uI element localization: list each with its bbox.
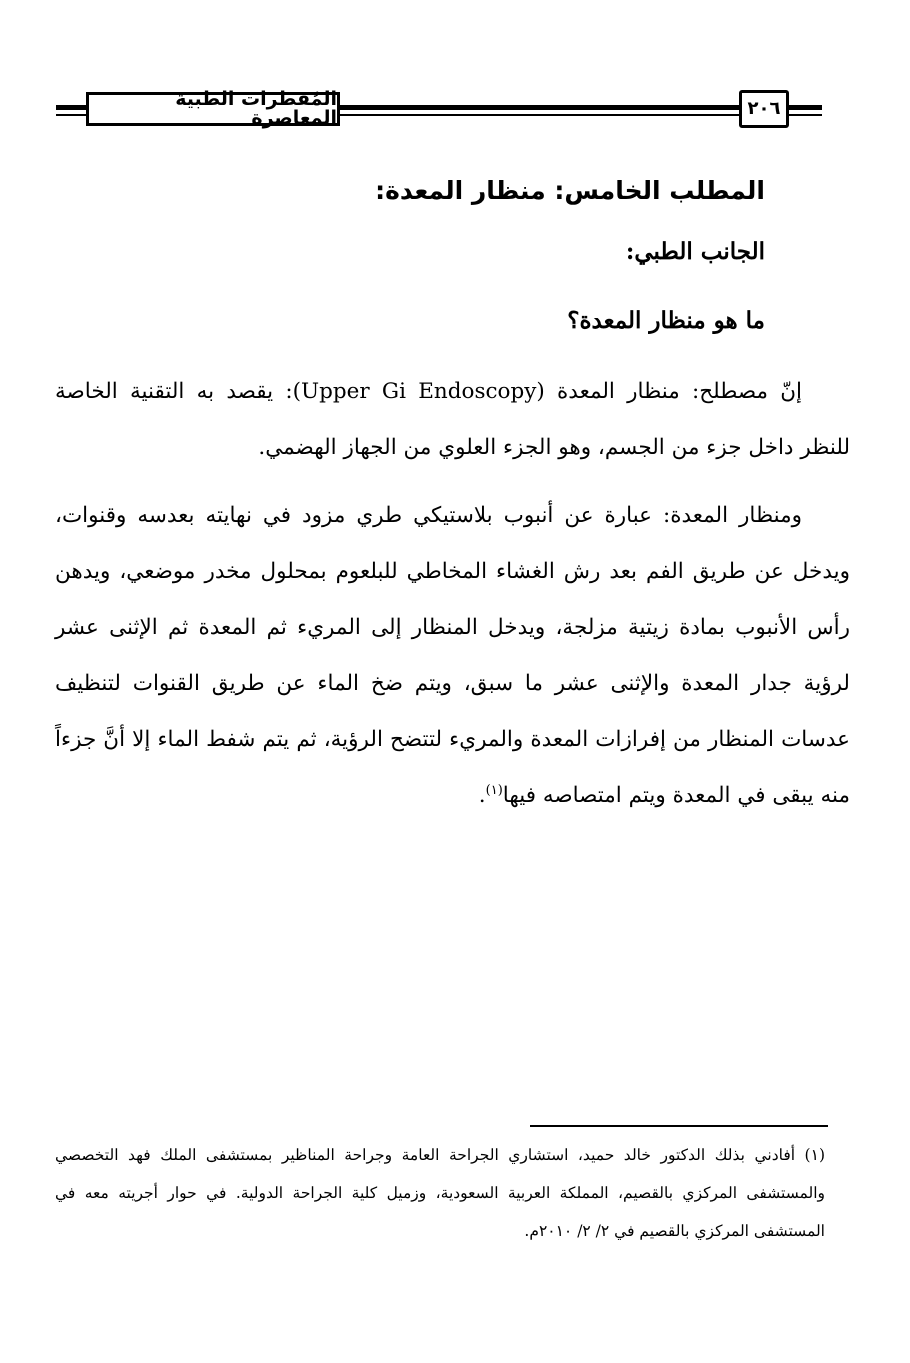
footnote-reference[interactable]: (١) [485,782,503,798]
footnote-separator [530,1125,828,1127]
page-number-text: ٢٠٦ [747,98,781,119]
footnote: (١) أفادني بذلك الدكتور خالد حميد، استشاري الجراحة العامة وجراحة المناظير بمستشفى الملك فهد التخصصي والمستشفى المركزي بالقصيم، المملكة العربية السعودية، وزميل كلية الجراحة الدولية. في حوار أجريته معه في المستشفى المركزي بالقصيم في ٢/ ٢/ ٢٠١٠م. [55,1146,825,1240]
paragraph-1: إنّ مصطلح: منظار المعدة (Upper Gi Endoscopy): يقصد به التقنية الخاصة للنظر داخل جزء من الجسم، وهو الجزء العلوي من الجهاز الهضمي. [55,379,850,460]
section-heading: المطلب الخامس: منظار المعدة: [375,176,765,205]
book-title-text: المُفطرات الطبية المعاصرة [175,88,337,129]
running-header [56,90,822,132]
page-number [739,90,789,128]
book-title [86,88,340,129]
paragraph-2 [55,488,850,824]
paragraph-2-text: ومنظار المعدة: عبارة عن أنبوب بلاستيكي طري مزود في نهايته بعدسه وقنوات، ويدخل عن طريق الفم بعد رش الغشاء المخاطي للبلعوم بمحلول مخدر موضعي، ويدهن رأس الأنبوب بمادة زيتية مزلجة، ويدخل المنظار إلى المريء ثم المعدة ثم الإثنى عشر لرؤية جدار المعدة والإثنى عشر ما سبق، ويتم ضخ الماء عن طريق القنوات لتنظيف عدسات المنظار من إفرازات المعدة والمريء لتتضح الرؤية، ثم يتم شفط الماء إلا أنَّ جزءاً منه يبقى في المعدة ويتم امتصاصه فيها [55,503,850,808]
question-heading: ما هو منظار المعدة؟ [567,307,765,334]
paragraph-2-end: . [478,783,486,808]
section-heading-label: المطلب الخامس [564,176,765,205]
subheading: الجانب الطبي: [625,238,765,265]
section-heading-topic: منظار المعدة [385,176,546,205]
